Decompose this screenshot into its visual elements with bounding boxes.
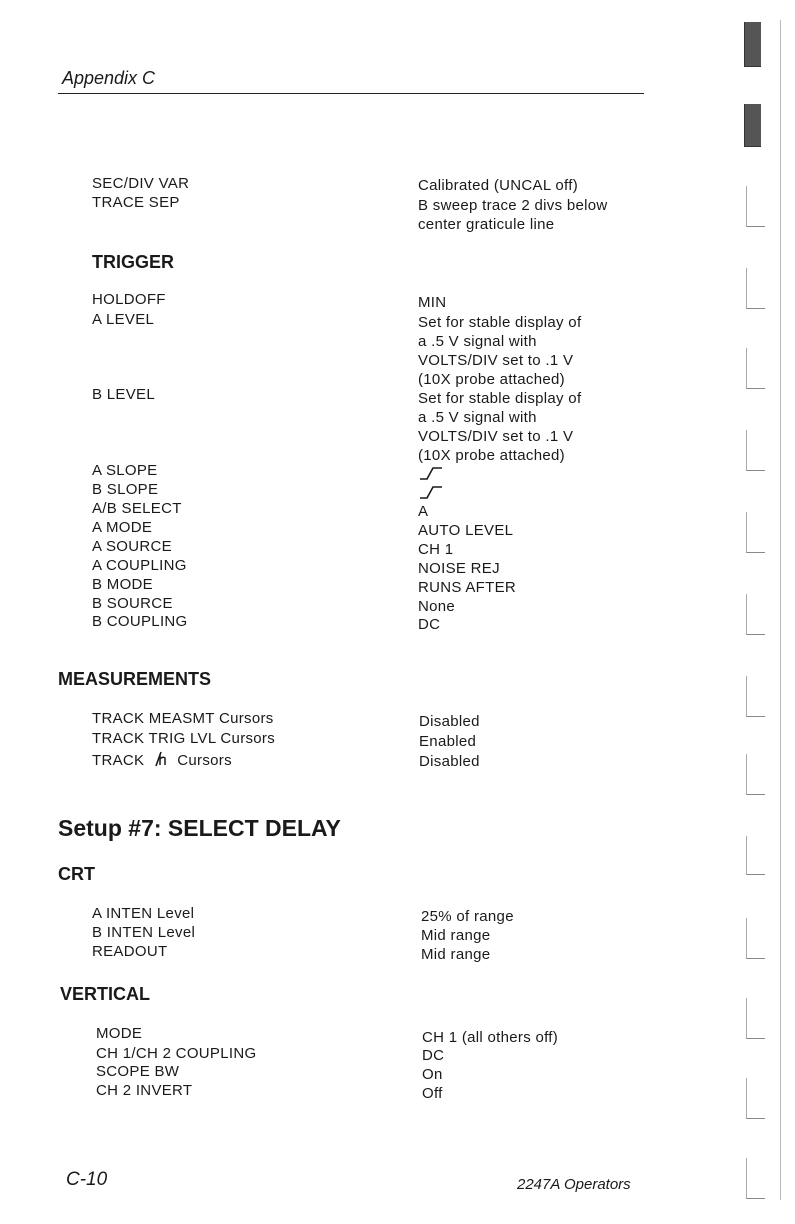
a-level-value-line-2: a .5 V signal with: [418, 333, 537, 350]
track-phase-label-suffix: Cursors: [177, 752, 232, 769]
scope-bw-value: On: [422, 1066, 443, 1083]
track-phase-value: Disabled: [419, 753, 480, 770]
track-phase-label-prefix: TRACK: [92, 752, 145, 769]
a-inten-value: 25% of range: [421, 908, 514, 925]
index-tab: [746, 1158, 765, 1199]
sec-div-var-value: Calibrated (UNCAL off): [418, 177, 578, 194]
index-tab: [746, 512, 765, 553]
index-tab: [746, 754, 765, 795]
index-tab: [746, 186, 765, 227]
b-slope-label: B SLOPE: [92, 481, 159, 498]
ab-select-value: A: [418, 503, 429, 520]
a-coupling-value: NOISE REJ: [418, 560, 500, 577]
holdoff-label: HOLDOFF: [92, 291, 166, 308]
b-mode-value: RUNS AFTER: [418, 579, 517, 596]
mode-label: MODE: [96, 1025, 143, 1042]
b-mode-label: B MODE: [92, 576, 153, 593]
setup-title: Setup #7: SELECT DELAY: [58, 815, 341, 841]
measurements-heading: MEASUREMENTS: [58, 669, 212, 689]
ch-coupling-value: DC: [422, 1047, 445, 1064]
document-title: 2247A Operators: [517, 1176, 631, 1193]
page-number: C-10: [66, 1169, 108, 1190]
index-tab: [744, 22, 761, 67]
track-measmt-value: Disabled: [419, 713, 480, 730]
rising-slope-icon: [418, 484, 444, 500]
index-tab: [746, 348, 765, 389]
header-rule: [58, 93, 644, 94]
trace-sep-label: TRACE SEP: [92, 194, 180, 211]
b-level-value-line-3: VOLTS/DIV set to .1 V: [418, 428, 574, 445]
track-trig-lvl-value: Enabled: [419, 733, 477, 750]
b-inten-value: Mid range: [421, 927, 491, 944]
index-tab: [746, 836, 765, 875]
a-coupling-label: A COUPLING: [92, 557, 187, 574]
index-tab: [746, 268, 765, 309]
track-phase-label: [92, 750, 232, 771]
b-level-value-line-1: Set for stable display of: [418, 390, 582, 407]
trace-sep-value-line-2: center graticule line: [418, 216, 555, 233]
ch2-invert-value: Off: [422, 1085, 443, 1102]
a-slope-label: A SLOPE: [92, 462, 158, 479]
a-level-value-line-1: Set for stable display of: [418, 314, 582, 331]
b-level-value-line-4: (10X probe attached): [418, 447, 565, 464]
a-level-value-line-3: VOLTS/DIV set to .1 V: [418, 352, 574, 369]
crt-heading: CRT: [58, 864, 95, 884]
phase-symbol-icon: [152, 750, 170, 771]
scope-bw-label: SCOPE BW: [96, 1063, 180, 1080]
trigger-heading: TRIGGER: [92, 252, 175, 272]
track-measmt-label: TRACK MEASMT Cursors: [92, 710, 274, 727]
ch2-invert-label: CH 2 INVERT: [96, 1082, 193, 1099]
rising-slope-icon: [418, 465, 444, 481]
trace-sep-value-line-1: B sweep trace 2 divs below: [418, 197, 608, 214]
header-title: Appendix C: [62, 68, 156, 88]
b-inten-label: B INTEN Level: [92, 924, 196, 941]
ab-select-label: A/B SELECT: [92, 500, 182, 517]
b-coupling-label: B COUPLING: [92, 613, 188, 630]
a-inten-label: A INTEN Level: [92, 905, 195, 922]
track-trig-lvl-label: TRACK TRIG LVL Cursors: [92, 730, 276, 747]
b-level-value-line-2: a .5 V signal with: [418, 409, 537, 426]
b-level-label: B LEVEL: [92, 386, 155, 403]
index-tab: [746, 998, 765, 1039]
b-source-value: None: [418, 598, 456, 615]
ch-coupling-label: CH 1/CH 2 COUPLING: [96, 1045, 257, 1062]
a-source-value: CH 1: [418, 541, 454, 558]
a-level-value-line-4: (10X probe attached): [418, 371, 565, 388]
index-tab: [746, 430, 765, 471]
b-coupling-value: DC: [418, 616, 441, 633]
readout-label: READOUT: [92, 943, 168, 960]
index-tab: [746, 594, 765, 635]
mode-value: CH 1 (all others off): [422, 1029, 559, 1046]
page-edge: [780, 20, 781, 1200]
readout-value: Mid range: [421, 946, 491, 963]
a-mode-label: A MODE: [92, 519, 153, 536]
a-mode-value: AUTO LEVEL: [418, 522, 514, 539]
sec-div-var-label: SEC/DIV VAR: [92, 175, 190, 192]
index-tab: [744, 104, 761, 147]
a-level-label: A LEVEL: [92, 311, 155, 328]
index-tabs: [740, 18, 795, 1208]
index-tab: [746, 918, 765, 959]
a-source-label: A SOURCE: [92, 538, 172, 555]
holdoff-value: MIN: [418, 294, 447, 311]
b-source-label: B SOURCE: [92, 595, 173, 612]
index-tab: [746, 676, 765, 717]
vertical-heading: VERTICAL: [60, 984, 150, 1004]
index-tab: [746, 1078, 765, 1119]
